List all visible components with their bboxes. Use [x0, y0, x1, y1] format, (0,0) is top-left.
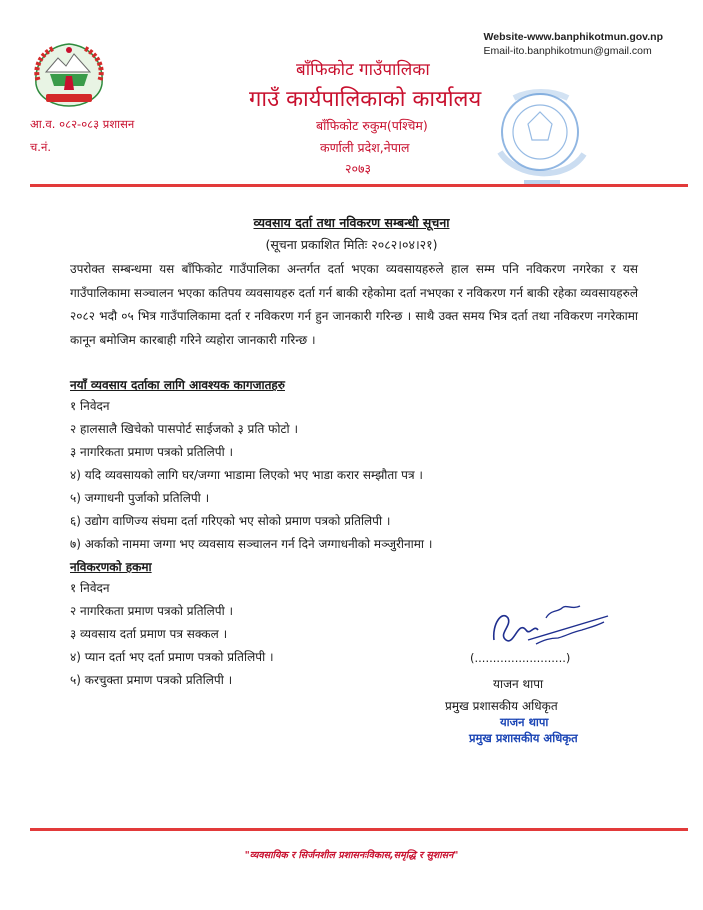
signatory-name: याजन थापा: [493, 677, 544, 691]
office-location: बाँफिकोट रुकुम(पश्चिम): [316, 118, 428, 133]
list-item: ५) जग्गाधनी पुर्जाको प्रतिलिपी ।: [70, 491, 210, 505]
renewal-heading: नविकरणको हकमा: [70, 560, 152, 574]
seal-name: याजन थापा: [500, 715, 549, 729]
new-registration-heading: नयाँ व्यवसाय दर्ताका लागि आवश्यक कागजातहरु: [70, 378, 285, 392]
footer-divider: [30, 828, 688, 831]
notice-title: व्यवसाय दर्ता तथा नविकरण सम्बन्धी सूचना: [253, 215, 450, 230]
list-item: ३ व्यवसाय दर्ता प्रमाण पत्र सक्कल ।: [70, 627, 228, 641]
contact-block: [484, 30, 663, 58]
notice-published-date: (सूचना प्रकाशित मितिः २०८२।०४।२१): [265, 237, 438, 252]
list-item: ४) प्यान दर्ता भए दर्ता प्रमाण पत्रको प्रतिलिपी ।: [70, 650, 274, 664]
footer-motto: "व्यवसायिक र सिर्जनशील प्रशासनःविकास,समृद्धि र सुशासन": [244, 850, 459, 861]
handwritten-signature-icon: [488, 600, 610, 652]
list-item: ३ नागरिकता प्रमाण पत्रको प्रतिलिपी ।: [70, 445, 234, 459]
office-year: २०७३: [345, 161, 372, 176]
list-item: २ नागरिकता प्रमाण पत्रको प्रतिलिपी ।: [70, 604, 234, 618]
list-item: ६) उद्योग वाणिज्य संघमा दर्ता गरिएको भए सोको प्रमाण पत्रको प्रतिलिपी ।: [70, 514, 391, 528]
signature-line: (.........................): [470, 651, 571, 665]
nepal-emblem-icon: [28, 40, 110, 108]
email-text[interactable]: Email-ito.banphikotmun@gmail.com: [483, 45, 652, 57]
list-item: २ हालसालै खिचेको पासपोर्ट साईजको ३ प्रति फोटो ।: [70, 422, 299, 436]
dispatch-number-ref: च.नं.: [30, 140, 51, 154]
municipality-name: बाँफिकोट गाउँपालिका: [296, 60, 430, 80]
seal-title: प्रमुख प्रशासकीय अधिकृत: [469, 731, 578, 745]
list-item: ७) अर्काको नाममा जग्गा भए व्यवसाय सञ्चालन गर्न दिने जग्गाधनीको मञ्जुरीनामा ।: [70, 537, 433, 551]
office-name: गाउँ कार्यपालिकाको कार्यालय: [249, 87, 482, 112]
notice-body: उपरोक्त सम्बन्धमा यस बाँफिकोट गाउँपालिका अन्तर्गत दर्ता भएका व्यवसायहरुले हाल सम्म पनि नविकरण नगरेका र यस गाउँपालिकामा सञ्चालन भएका कतिपय व्यवसायहरु दर्ता गर्न बाकी रहेकोमा दर्ता नभएका र नविकरण गर्न बाकी रहेका व्यवसायहरुले २०८२ भदौ ०५ भित्र गाउँपालिकामा दर्ता र नविकरण गर्न हुन जानकारी गरिन्छ । साथै उक्त समय भित्र दर्ता तथा नविकरण नगरेकामा कानून बमोजिम कारबाही गरिने व्यहोरा जानकारी गरिन्छ ।: [70, 262, 638, 347]
renewal-list: [70, 577, 274, 692]
website-text[interactable]: Website-www.banphikotmun.gov.np: [483, 31, 663, 43]
header-divider: [30, 184, 688, 187]
new-registration-list: [70, 395, 432, 556]
list-item: १ निवेदन: [70, 399, 110, 413]
fiscal-year-ref: आ.व. ०८२-०८३ प्रशासन: [30, 117, 135, 131]
office-province: कर्णाली प्रदेश,नेपाल: [320, 140, 410, 155]
signatory-title: प्रमुख प्रशासकीय अधिकृत: [445, 699, 558, 713]
list-item: ४) यदि व्यवसायको लागि घर/जग्गा भाडामा लिएको भए भाडा करार सम्झौता पत्र ।: [70, 468, 423, 482]
office-stamp-icon: [480, 82, 598, 194]
list-item: ५) करचुक्ता प्रमाण पत्रको प्रतिलिपी ।: [70, 673, 233, 687]
list-item: १ निवेदन: [70, 581, 110, 595]
